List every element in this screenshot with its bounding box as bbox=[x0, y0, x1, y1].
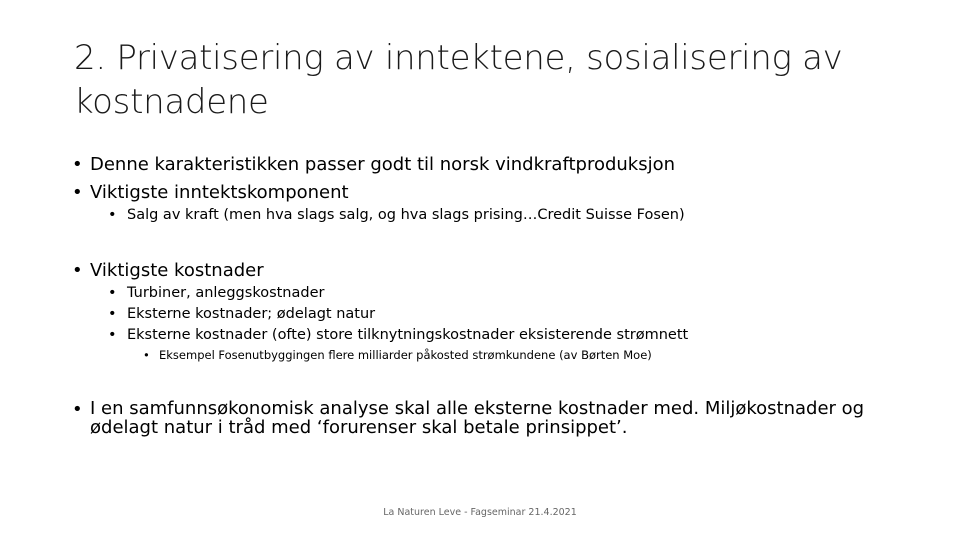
bullet-text: Denne karakteristikken passer godt til norsk vindkraftproduksjon bbox=[90, 154, 676, 175]
sub-bullet-item bbox=[108, 326, 908, 344]
bullet-text: Viktigste inntektskomponent bbox=[90, 182, 349, 203]
bullet-dot: • bbox=[72, 182, 83, 203]
bullet-dot: • bbox=[72, 154, 83, 175]
bullet-text: Eksterne kostnader; ødelagt natur bbox=[127, 306, 376, 322]
sub-bullet-item bbox=[108, 206, 908, 224]
bullet-dot: • bbox=[108, 327, 117, 343]
sub-bullet-item bbox=[108, 284, 908, 302]
bullet-dot: • bbox=[143, 348, 150, 362]
sub-bullet-item bbox=[108, 305, 908, 323]
bullet-text: Viktigste kostnader bbox=[90, 260, 264, 281]
bullet-dot: • bbox=[108, 306, 117, 322]
bullet-item bbox=[72, 154, 872, 176]
bullet-item bbox=[72, 399, 892, 439]
bullet-dot: • bbox=[108, 285, 117, 301]
bullet-text: Eksempel Fosenutbyggingen flere milliarder påkosted strømkundene (av Børten Moe) bbox=[159, 348, 652, 362]
bullet-item bbox=[72, 260, 872, 282]
bullet-dot: • bbox=[108, 207, 117, 223]
slide-title: 2. Privatisering av inntektene, sosialisering av kostnadene bbox=[74, 38, 843, 122]
bullet-text: Eksterne kostnader (ofte) store tilknytningskostnader eksisterende strømnett bbox=[127, 327, 689, 343]
bullet-dot: • bbox=[72, 399, 83, 420]
sub-sub-bullet-item bbox=[143, 348, 903, 362]
bullet-text: Turbiner, anleggskostnader bbox=[127, 285, 325, 301]
bullet-dot: • bbox=[72, 260, 83, 281]
slide-footer: La Naturen Leve - Fagseminar 21.4.2021 bbox=[383, 507, 577, 518]
bullet-text: Salg av kraft (men hva slags salg, og hva slags prising…Credit Suisse Fosen) bbox=[127, 207, 685, 223]
bullet-text: I en samfunnsøkonomisk analyse skal alle eksterne kostnader med. Miljøkostnader og ødelagt natur i tråd med ‘forurenser skal betale prinsippet’. bbox=[90, 398, 865, 438]
bullet-item bbox=[72, 182, 872, 204]
